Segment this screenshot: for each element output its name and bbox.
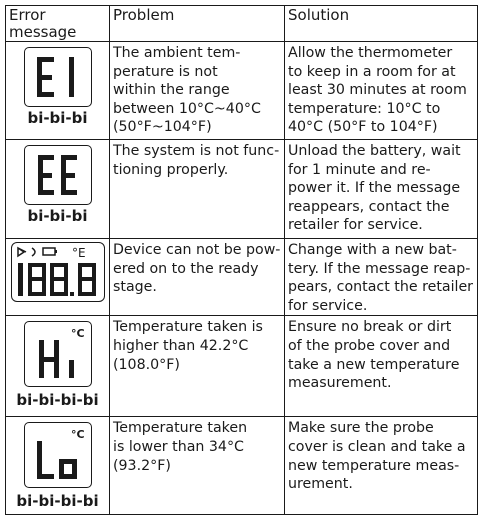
problem-line: Temperature taken is — [113, 319, 263, 336]
problem-line: (93.2°F) — [113, 457, 171, 474]
problem-line: is lower than 34°C — [113, 438, 244, 455]
beep-indicator: bi-bi-bi — [27, 109, 88, 127]
problem-line: (108.0°F) — [113, 356, 180, 373]
solution-line: Unload the battery, wait — [288, 143, 461, 159]
solution-line: to keep in a room for at — [288, 63, 456, 80]
problem-cell — [110, 140, 285, 239]
error-display-cell — [6, 417, 110, 515]
ee-segment-graphic — [25, 146, 91, 204]
solution-cell — [285, 417, 478, 515]
ear-icon — [32, 248, 35, 256]
problem-line: Temperature taken — [113, 420, 248, 437]
solution-line: for service. — [288, 297, 368, 314]
beep-indicator: bi-bi-bi-bi — [16, 492, 99, 511]
solution-line: new temperature meas- — [288, 457, 460, 474]
problem-line: perature is not — [113, 63, 218, 80]
solution-cell — [285, 239, 478, 316]
error-display-cell — [6, 316, 110, 417]
problem-line: Device can not be pow- — [113, 242, 281, 258]
problem-line: ered on to the ready — [113, 260, 259, 277]
lcd-display-full — [11, 242, 105, 302]
solution-line: reappears, contact the — [288, 198, 450, 215]
display-symbols: °E — [71, 246, 86, 260]
solution-line: Change with a new bat- — [288, 242, 457, 258]
solution-line: 40°C (50°F to 104°F) — [288, 119, 438, 136]
lo-segment-graphic — [25, 423, 91, 487]
problem-line: between 10°C~40°C — [113, 100, 261, 117]
solution-line: for 1 minute and re- — [288, 161, 431, 178]
solution-line: measurement. — [288, 375, 392, 392]
lcd-display-lo — [24, 422, 92, 488]
beep-indicator: bi-bi-bi-bi — [16, 391, 99, 410]
error-display-cell — [6, 42, 110, 140]
solution-line: temperature: 10°C to — [288, 100, 441, 117]
solution-line: least 30 minutes at room — [288, 82, 467, 99]
lcd-display-e1 — [24, 47, 92, 107]
solution-line: take a new temperature — [288, 356, 460, 373]
error-table-container — [5, 5, 477, 515]
problem-line: (50°F~104°F) — [113, 119, 212, 136]
problem-line: The system is not func- — [113, 143, 280, 159]
digit-8 — [28, 263, 46, 296]
decimal-point — [70, 292, 74, 296]
solution-line: urement. — [288, 476, 353, 493]
solution-line: Make sure the probe — [288, 420, 434, 437]
problem-cell — [110, 316, 285, 417]
problem-cell — [110, 239, 285, 316]
solution-line: retailer for service. — [288, 217, 423, 234]
solution-line: Allow the thermometer — [288, 45, 453, 61]
battery-icon — [43, 248, 55, 255]
header-problem: Problem — [110, 6, 285, 42]
unit-label: °C — [70, 428, 85, 442]
problem-line: The ambient tem- — [113, 45, 241, 61]
solution-cell — [285, 316, 478, 417]
digit-8 — [78, 263, 96, 296]
problem-line: tioning properly. — [113, 161, 229, 178]
error-display-cell — [6, 140, 110, 239]
problem-cell — [110, 417, 285, 515]
full-segment-graphic — [12, 243, 104, 301]
header-error-message: Error message — [6, 6, 110, 42]
solution-line: Ensure no break or dirt — [288, 319, 452, 336]
header-solution: Solution — [285, 6, 478, 42]
solution-line: of the probe cover and — [288, 337, 451, 354]
table-header-row — [6, 6, 478, 42]
table-row — [6, 42, 478, 140]
lcd-display-hi — [24, 321, 92, 387]
problem-line: stage. — [113, 279, 157, 296]
problem-cell — [110, 42, 285, 140]
lcd-display-ee — [24, 145, 92, 205]
solution-cell — [285, 42, 478, 140]
solution-line: cover is clean and take a — [288, 438, 466, 455]
hi-segment-graphic — [25, 322, 91, 386]
table-row — [6, 239, 478, 316]
table-row — [6, 417, 478, 515]
error-message-table — [5, 5, 478, 515]
e1-segment-graphic — [25, 48, 91, 106]
solution-line: tery. If the message reap- — [288, 260, 471, 277]
beep-indicator: bi-bi-bi — [27, 207, 88, 225]
error-display-cell — [6, 239, 110, 316]
table-row — [6, 316, 478, 417]
unit-label: °C — [70, 327, 85, 341]
solution-cell — [285, 140, 478, 239]
problem-line: higher than 42.2°C — [113, 337, 249, 354]
table-row — [6, 140, 478, 239]
problem-line: within the range — [113, 82, 230, 99]
digit-8 — [50, 263, 68, 296]
solution-line: pears, contact the retailer — [288, 279, 474, 296]
solution-line: power it. If the message — [288, 180, 461, 197]
